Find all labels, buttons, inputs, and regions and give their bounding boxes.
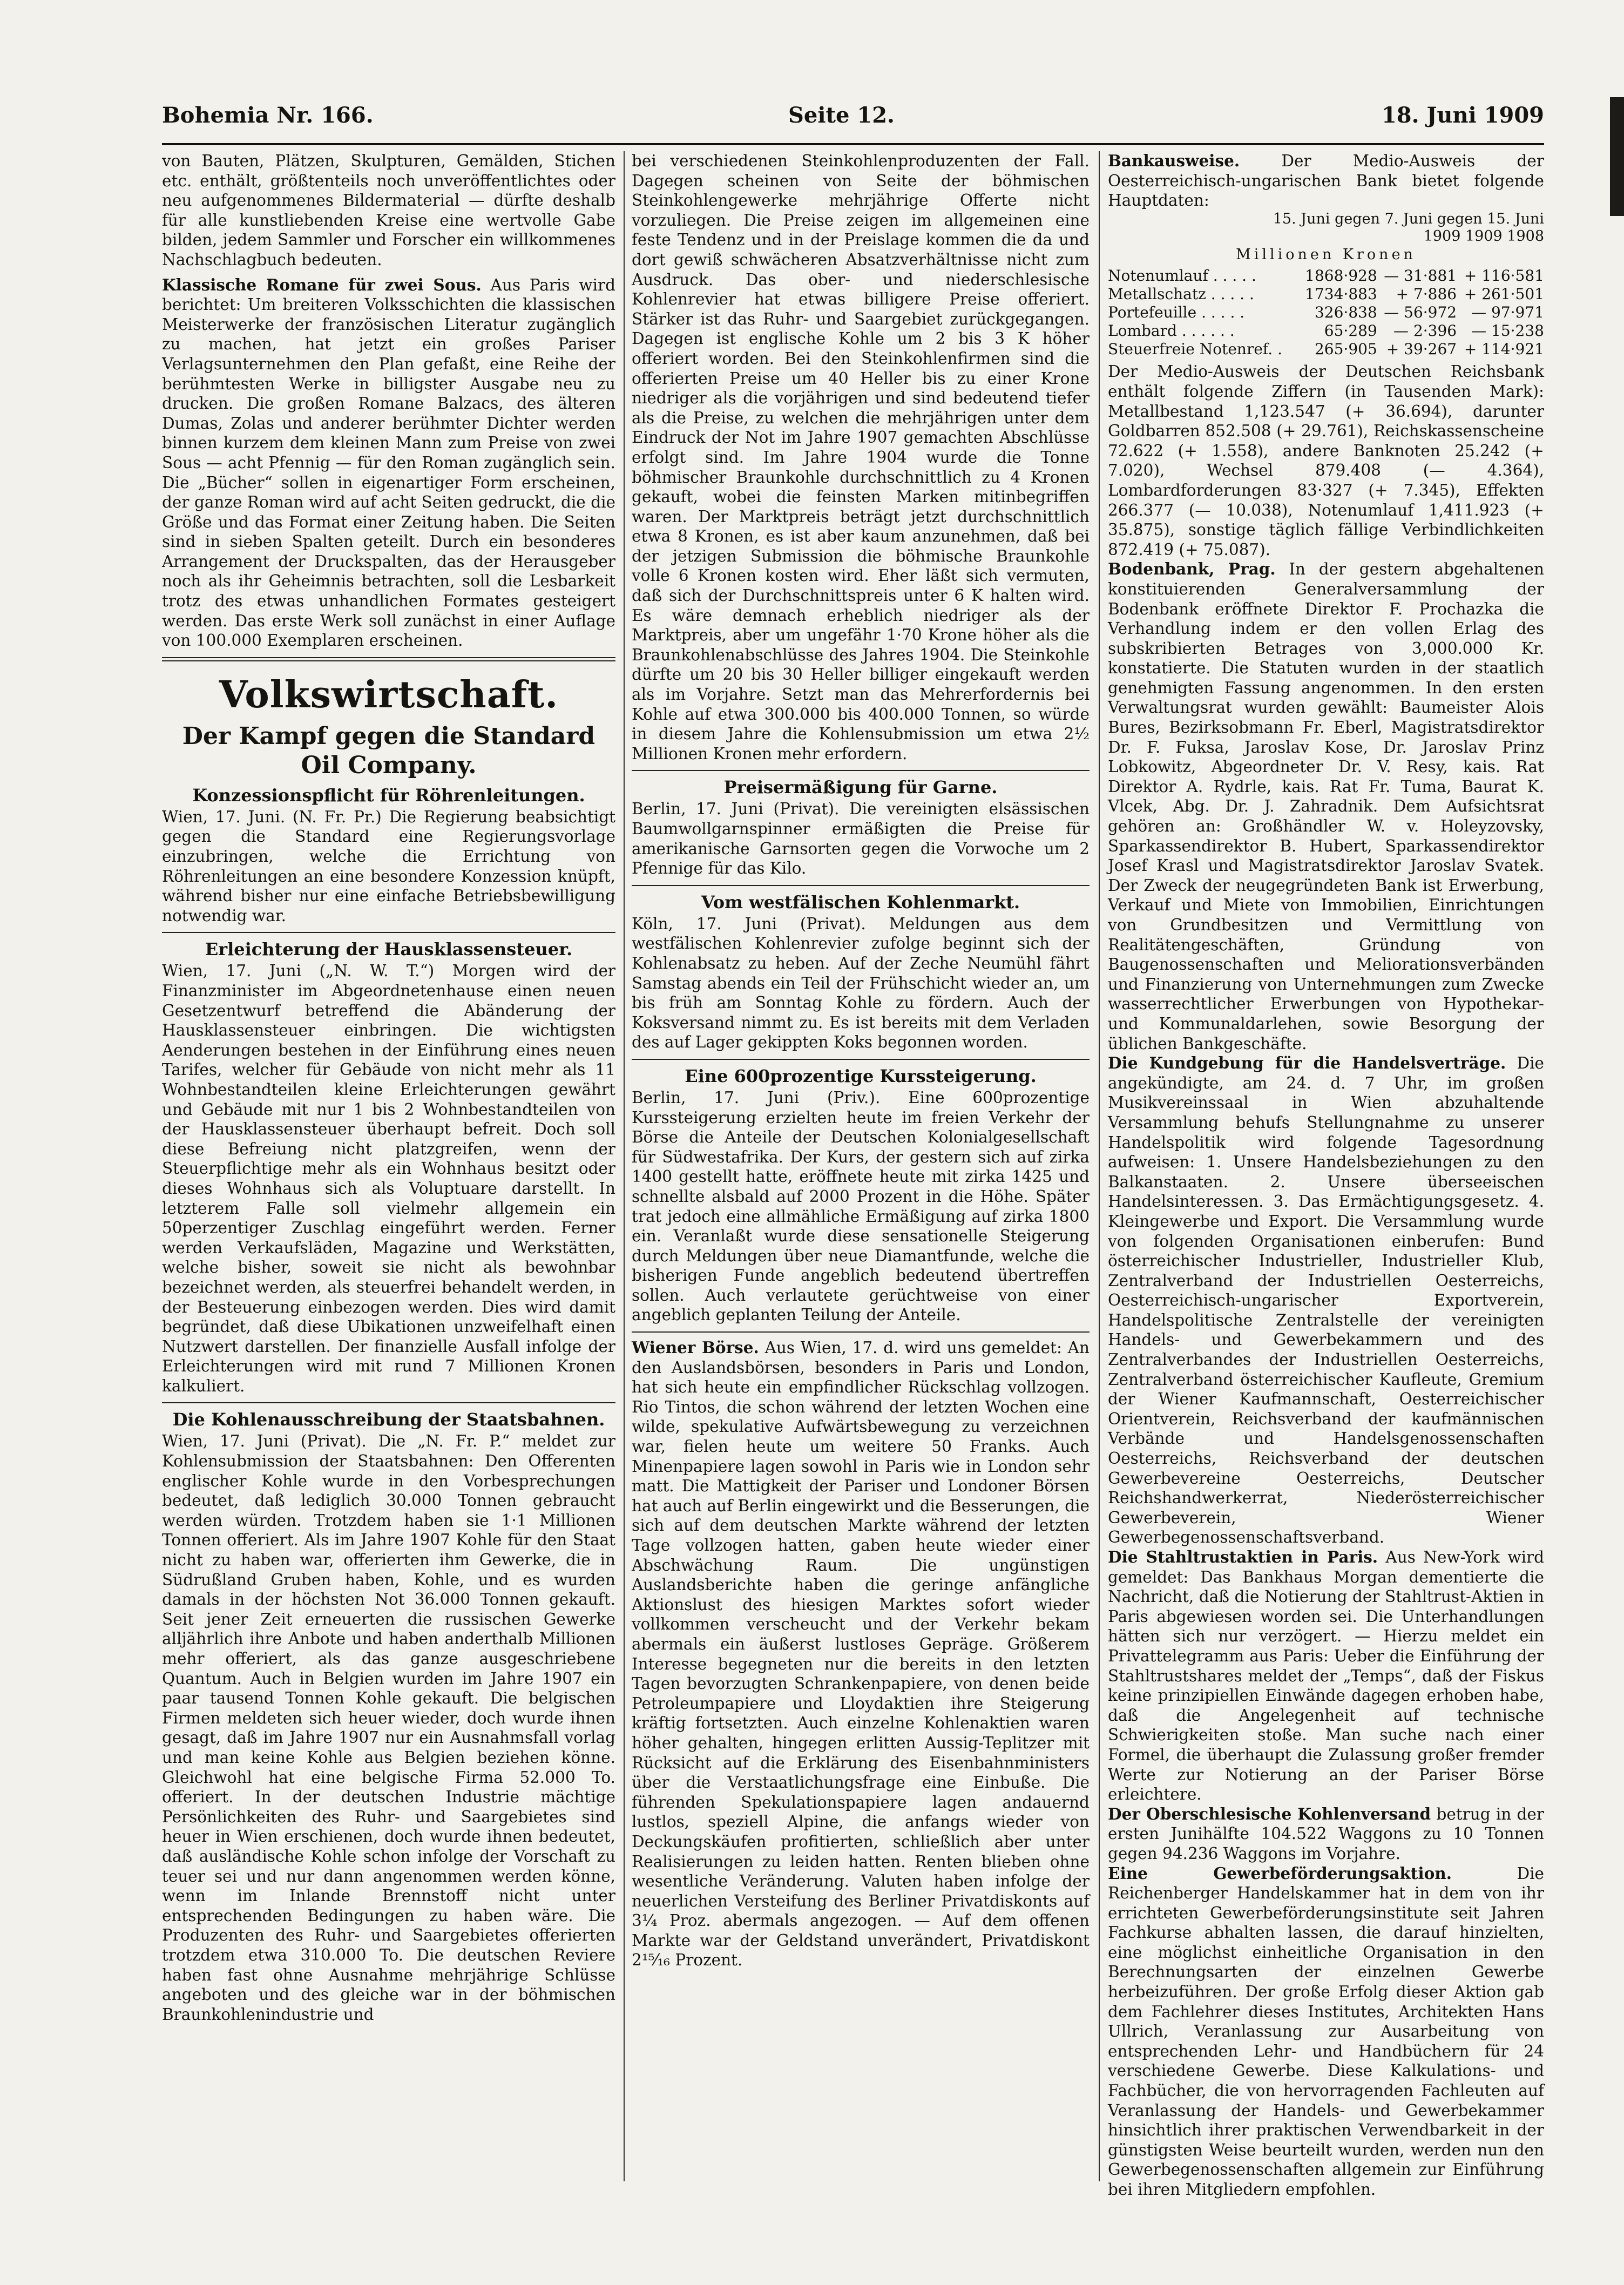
article-text: Berlin, 17. Juni (Priv.). Eine 600prozentige Kurssteigerung erzielten heute im freien Verkehr der Börse die Anteile der Deutschen Kolonialgesellschaft für Südwestafrika. Der Kurs, der gestern sich auf zirka 1400 gestellt hatte, eröffnete heute mit zirka 1425 und schnellte alsbald auf 2000 Prozent in die Höhe. Später trat jedoch eine allmähliche Ermäßigung auf zirka 1800 ein. Veranlaßt wurde diese sensationelle Steigerung durch Meldungen über neue Diamantfunde, welche die bisherigen Funde angeblich bedeutend übertreffen sollen. Auch verlautete gerüchtweise von einer angeblich geplanten Teilung der Anteile.	[632, 1088, 1090, 1324]
table-row	[1108, 340, 1544, 359]
article-text: Der Medio-Ausweis der Deutschen Reichsbank enthält folgende Ziffern (in Tausenden Mark): Metallbestand 1,123.547 (+ 36.694), darunter Goldbarren 852.508 (+ 29.761), Reichskassenscheine 72.622 (+ 1.558), andere Banknoten 25.242 (+ 7.020), Wechsel 879.408 (— 4.364), Lombardforderungen 83·327 (+ 7.345), Effekten 266.377 (— 10.038), Notenumlauf 1,411.923 (+ 35.875), sonstige täglich fällige Verbindlichkeiten 872.419 (+ 75.087).	[1108, 362, 1544, 559]
article-body: Aus Wien, 17. d. wird uns gemeldet: An den Auslandsbörsen, besonders in Paris und London, hat sich heute ein empfindlicher Rückschlag vollzogen. Rio Tintos, die schon während der letzten Wochen eine wilde, spekulative Aufwärtsbewegung zu verzeichnen war, fielen heute um weitere 50 Franks. Auch Minenpapiere lagen sowohl in Paris wie in London sehr matt. Die Mattigkeit der Pariser und Londoner Börsen hat auch auf Berlin eingewirkt und die Besserungen, die sich auf dem deutschen Markte während der letzten Tage vollzogen hatten, gaben heute wieder einer Abschwächung Raum. Die ungünstigen Auslandsberichte haben die geringe anfängliche Aktionslust des hiesigen Marktes sofort wieder vollkommen verscheucht und der Verkehr bekam abermals ein äußerst lustloses Gepräge. Größerem Interesse begegneten nur die bereits in den letzten Tagen bevorzugten Schrankenpapiere, von denen beide Petroleumpapiere und Lloydaktien ihre Steigerung kräftig fortsetzten. Auch einzelne Kohlenaktien waren höher gehalten, hingegen erlitten Aussig-Teplitzer mit Rücksicht auf die Erklärung des Eisenbahnministers über die Verstaatlichungsfrage eine Einbuße. Die führenden Spekulationspapiere lagen andauernd lustlos, speziell Alpine, die anfangs wieder von Deckungskäufen profitierten, schließlich aber unter Realisierungen zu leiden hatten. Renten blieben ohne wesentliche Veränderung. Valuten haben infolge der neuerlichen Versteifung des Berliner Privatdiskonts auf 3¼ Proz. abermals angezogen. — Auf dem offenen Markte war der Geldstand unverändert, Privatdiskont 2¹⁵⁄₁₆ Prozent.	[632, 1338, 1090, 1970]
article-text: Wien, 17. Juni („N. W. T.“) Morgen wird der Finanzminister im Abgeordnetenhause einen neuen Gesetzentwurf betreffend die Abänderung der Hausklassensteuer einbringen. Die wichtigsten Aenderungen bestehen in der Einführung eines neuen Tarifes, welcher für Gebäude von nicht mehr als 11 Wohnbestandteilen kleine Erleichterungen gewährt und Gebäude mit nur 1 bis 2 Wohnbestandteilen von der Hausklassensteuer überhaupt befreit. Doch soll diese Befreiung nicht platzgreifen, wenn der Steuerpflichtige mehr als ein Wohnhaus besitzt oder dieses Wohnhaus sich als Voluptuare darstellt. In letzterem Falle soll vielmehr allgemein ein 50perzentiger Zuschlag eingeführt werden. Ferner werden Verkaufsläden, Magazine und Werkstätten, welche bisher, soweit sie nicht als bewohnbar bezeichnet werden, als steuerfrei behandelt werden, in der Besteuerung einbezogen werden. Dies wird damit begründet, daß diese Ubikationen unzweifelhaft einen Nutzwert darstellen. Der finanzielle Ausfall infolge der Erleichterungen wird mit rund 7 Millionen Kronen kalkuliert.	[162, 962, 615, 1395]
article-text: Wien, 17. Juni. (N. Fr. Pr.) Die Regierung beabsichtigt gegen die Standard eine Regierungsvorlage einzubringen, welche die Errichtung von Röhrenleitungen an eine besondere Konzession knüpft, während bisher nur eine einfache Betriebsbewilligung notwendig war.	[162, 807, 615, 925]
article-lead: Bankausweise.	[1108, 151, 1240, 170]
article-text	[632, 1338, 1090, 1970]
article-lead: Eine Gewerbeförderungsaktion.	[1108, 1863, 1452, 1883]
article-body: Die Reichenberger Handelskammer hat in dem von ihr errichteten Gewerbeförderungsinstitute seit Jahren Fachkurse abhalten lassen, die darauf hinzielten, eine möglichst einheitliche Organisation in den Berechnungsarten der einzelnen Gewerbe herbeizuführen. Der große Erfolg dieser Aktion gab dem Fachlehrer dieses Institutes, Architekten Hans Ullrich, Veranlassung zur Ausarbeitung von entsprechenden Lehr- und Handbüchern für 24 verschiedene Gewerbe. Diese Kalkulations- und Fachbücher, die von hervorragenden Fachleuten auf Veranlassung der Handels- und Gewerbekammer hinsichtlich ihrer praktischen Verwendbarkeit in der günstigsten Weise beurteilt wurden, werden nun den Gewerbegenossenschaften allgemein zur Einführung bei ihren Mitgliedern empfohlen.	[1108, 1864, 1544, 2199]
section-title: Volkswirtschaft.	[219, 673, 559, 716]
article-rule	[632, 885, 1090, 886]
cell-value: — 56·972	[1384, 303, 1457, 322]
article-rule	[632, 1331, 1090, 1333]
article-lead: Der Oberschlesische Kohlenversand	[1108, 1804, 1431, 1823]
table-row	[1108, 285, 1544, 303]
scan-edge	[1610, 97, 1624, 216]
article-rule	[632, 770, 1090, 771]
table-row	[1108, 303, 1544, 322]
row-label: Metallschatz . . . . .	[1108, 285, 1254, 303]
article-rule	[162, 1402, 615, 1403]
cell-value: — 2·396	[1393, 322, 1457, 340]
cell-value: — 31·881	[1384, 267, 1457, 285]
article-text	[162, 275, 615, 651]
article-body: Die angekündigte, am 24. d. 7 Uhr, im großen Musikvereinssaal in Wien abzuhaltende Versammlung behufs Stellungnahme zu unserer Handelspolitik wird folgende Tagesordnung aufweisen: 1. Unsere Handelsbeziehungen zu den Balkanstaaten. 2. Unsere überseeischen Handelsinteressen. 3. Das Ermächtigungsgesetz. 4. Kleingewerbe und Export. Die Versammlung wurde von folgenden Organisationen einberufen: Bund österreichischer Industrieller, Industrieller Klub, Zentralverband der Industriellen Oesterreichs, Oesterreichisch-ungarischer Exportverein, Handelspolitische Zentralstelle der vereinigten Handels- und Gewerbekammern und des Zentralverbandes der Industriellen Oesterreichs, Zentralverband österreichischer Kaufleute, Gremium der Wiener Kaufmannschaft, Oesterreichischer Orientverein, Reichsverband der kaufmännischen Verbände und Handelsgenossenschaften Oesterreichs, Reichsverband der deutschen Gewerbevereine Oesterreichs, Deutscher Reichshandwerkerrat, Niederösterreichischer Gewerbeverein, Wiener Gewerbegenossenschaftsverband.	[1108, 1054, 1544, 1547]
column-divider-1	[624, 151, 625, 2181]
article-text: Wien, 17. Juni (Privat). Die „N. Fr. P.“ meldet zur Kohlensubmission der Staatsbahnen: Den Offerenten englischer Kohle wurde in den Vorbesprechungen bedeutet, daß lediglich 30.000 Tonnen gebraucht werden würden. Trotzdem haben sie 1·1 Millionen Tonnen offeriert. Als im Jahre 1907 Kohle für den Staat nicht zu haben war, offerierten ihm Gewerke, die in Südrußland Gruben haben, Kohle, und es wurden damals in der höchsten Not 36.000 Tonnen gekauft. Seit jener Zeit erneuerten die russischen Gewerke alljährlich ihre Anbote und haben anderthalb Millionen mehr offeriert, als das ganze ausgeschriebene Quantum. Auch in Belgien wurden im Jahre 1907 ein paar tausend Tonnen Kohle gekauft. Die belgischen Firmen meldeten sich heuer wieder, doch wurde ihnen gesagt, daß im Jahre 1907 nur ein Ausnahmsfall vorlag und man keine Kohle aus Belgien beziehen könne. Gleichwohl hat eine belgische Firma 52.000 To. offeriert. In der deutschen Industrie mächtige Persönlichkeiten des Ruhr- und Saargebietes sind heuer in Wien erschienen, doch wurde ihnen bedeutet, daß ausländische Kohle schon infolge der Vorschaft zu teuer sei und nur dann angenommen werden könne, wenn im Inlande Brennstoff nicht unter entsprechenden Bedingungen zu haben wäre. Die Produzenten des Ruhr- und Saargebietes offerierten trotzdem etwa 310.000 To. Die deutschen Reviere haben fast ohne Ausnahme mehrjährige Schlüsse angeboten und des gleiche war in der böhmischen Braunkohlenindustrie und	[162, 1432, 615, 2024]
article-text	[1108, 1804, 1544, 1864]
bank-table	[1108, 267, 1544, 359]
cell-value: + 114·921	[1464, 340, 1544, 359]
cell-value: + 116·581	[1464, 267, 1544, 285]
article-body: Aus New-York wird gemeldet: Das Bankhaus Morgan dementierte die Nachricht, daß die Notierung der Stahltrust-Aktien in Paris abgewiesen worden sei. Die Unterhandlungen hätten sich nur verzögert. — Hierzu meldet ein Privattelegramm aus Paris: Ueber die Einführung der Stahltrustshares meldet der „Temps“, daß der Fiskus keine prinzipiellen Einwände dagegen erhoben habe, daß die Angelegenheit auf technische Schwierigkeiten stoße. Man suche nach einer Formel, die überhaupt die Zulassung großer fremder Werte zur Notierung an der Pariser Börse erleichtere.	[1108, 1548, 1544, 1804]
table-row	[1108, 267, 1544, 285]
cell-value: + 39·267	[1386, 340, 1457, 359]
article-headline: Eine 600prozentige Kurssteigerung.	[685, 1065, 1037, 1086]
cell-value: — 15·238	[1471, 322, 1544, 340]
cell-value: 265·905	[1314, 340, 1377, 359]
article-text: Köln, 17. Juni (Privat). Meldungen aus dem westfälischen Kohlenrevier zufolge beginnt sich der Kohlenabsatz zu heben. Auf der Zeche Neumühl fährt Samstag abends ein Teil der Frühschicht wieder an, um bis früh am Sonntag Kohle zu fördern. Auch der Koksversand nimmt zu. Es ist bereits mit dem Verladen des auf Lager gekippten Koks begonnen worden.	[632, 914, 1090, 1052]
article-lead: Bodenbank, Prag.	[1108, 559, 1276, 579]
row-label: Portefeuille . . . . .	[1108, 303, 1245, 322]
row-label: Notenumlauf . . . . .	[1108, 267, 1256, 285]
cell-value: 1734·883	[1305, 285, 1377, 303]
cell-value: 1868·928	[1305, 267, 1377, 285]
article-lead: Klassische Romane für zwei Sous.	[162, 275, 482, 294]
table-header-years: 1909 1909 1908	[1423, 227, 1544, 245]
cell-value: — 97·971	[1471, 303, 1544, 322]
header-page-number: Seite 12.	[788, 103, 895, 128]
cell-value: 65·289	[1324, 322, 1377, 340]
article-text: bei verschiedenen Steinkohlenproduzenten der Fall. Dagegen scheinen von Seite der böhmischen Steinkohlengewerke mehrjährige Offerte nicht vorzuliegen. Die Preise zeigen im allgemeinen eine feste Tendenz und in der Preislage kommen die da und dort gewiß schwächeren Absatzverhältnisse nicht zum Ausdruck. Das ober- und niederschlesische Kohlenrevier hat etwas billigere Preise offeriert. Stärker ist das Ruhr- und Saargebiet zurückgegangen. Dagegen ist englische Kohle um 2 bis 3 K höher offeriert worden. Bei den Steinkohlenfirmen sind die offerierten Preise um 40 Heller bis zu einer Krone niedriger als die vorjährigen und sind bedeutend tiefer als die Preise, zu welchen die mehrjährigen unter dem Eindruck der Not im Jahre 1907 gemachten Abschlüsse erfolgt sind. Im Jahre 1904 wurde die Tonne böhmischer Braunkohle durchschnittlich zu 4 Kronen gekauft, wobei die feinsten Marken mitinbegriffen waren. Der Marktpreis beträgt jetzt durchschnittlich etwa 8 Kronen, es ist aber kaum anzunehmen, daß bei der jetzigen Submission die böhmische Braunkohle volle 6 Kronen kosten wird. Eher läßt sich vermuten, daß sich der Durchschnittspreis unter 6 K halten wird. Es wäre demnach erheblich niedriger als der Marktpreis, aber um ungefähr 1·70 Krone höher als die Braunkohlenabschlüsse des Jahres 1904. Die Steinkohle dürfte um 20 bis 30 Heller billiger eingekauft werden als im Vorjahre. Setzt man das Mehrerfordernis bei Kohle auf etwa 300.000 bis 400.000 Tonnen, so würde in diesem Jahre die Kohlensubmission um etwa 2½ Millionen Kronen mehr erfordern.	[632, 152, 1090, 763]
article-headline: Erleichterung der Hausklassensteuer.	[205, 939, 573, 960]
article-text	[1108, 1547, 1544, 1804]
column-3	[1108, 151, 1544, 2200]
article-text: von Bauten, Plätzen, Skulpturen, Gemälden, Stichen etc. enthält, größtenteils noch unveröffentlichtes oder neu aufgenommenes Bildermaterial — dürfte deshalb für alle kunstliebenden Kreise eine wertvolle Gabe bilden, jedem Sammler und Forscher ein willkommenes Nachschlagbuch bedeuten.	[162, 152, 615, 269]
article-text: Berlin, 17. Juni (Privat). Die vereinigten elsässischen Baumwollgarnspinner ermäßigten die Preise für amerikanische Garnsorten gegen die Vorwoche um 2 Pfennige für das Kilo.	[632, 800, 1090, 878]
article-lead: Die Stahltrustaktien in Paris.	[1108, 1547, 1378, 1566]
table-row	[1108, 322, 1544, 340]
article-body: In der gestern abgehaltenen konstituierenden Generalversammlung der Bodenbank eröffnete Direktor F. Prochazka die Verhandlung indem er den vollen Erlag des subskribierten Betrages von 3,000.000 Kr. konstatierte. Die Statuten wurden in der staatlich genehmigten Fassung angenommen. In den ersten Verwaltungsrat wurden gewählt: Baumeister Alois Bures, Bezirksobmann Fr. Eberl, Magistratsdirektor Dr. F. Fuksa, Jaroslav Kose, Dr. Jaroslav Prinz Lobkowitz, Abgeordneter Dr. V. Resy, kais. Rat Direktor A. Rydrle, kais. Rat Fr. Tuma, Baurat K. Vlcek, Abg. Dr. J. Zahradnik. Dem Aufsichtsrat gehören an: Großhändler W. v. Holeyzovsky, Sparkassendirektor B. Hubert, Sparkassendirektor Josef Krasl und Magistratsdirektor Jaroslav Svatek. Der Zweck der neugegründeten Bank ist Erwerbung, Verkauf und Miete von Immobilien, Einrichtungen von Grundbesitzen und Vermittlung von Realitätengeschäften, Gründung von Baugenossenschaften und Meliorationsverbänden und Finanzierung von Unternehmungen zum Zwecke wasserrechtlicher Erwerbungen von Hypothekar- und Kommunaldarlehen, sowie Besorgung der üblichen Bankgeschäfte.	[1108, 560, 1544, 1053]
header-rule	[162, 143, 1544, 145]
section-rule	[162, 657, 615, 661]
article-headline: Preisermäßigung für Garne.	[723, 777, 998, 798]
article-body: Der Medio-Ausweis der Oesterreichisch-ungarischen Bank bietet folgende Hauptdaten:	[1108, 152, 1544, 210]
table-header: 15. Juni gegen 7. Juni gegen 15. Juni	[1273, 210, 1544, 227]
cell-value: + 7·886	[1396, 285, 1457, 303]
article-rule	[632, 1059, 1090, 1060]
article-headline: Die Kohlenausschreibung der Staatsbahnen.	[172, 1409, 605, 1430]
column-1	[162, 151, 615, 2024]
cell-value: 326·838	[1314, 303, 1377, 322]
column-2	[632, 151, 1090, 1970]
header-issue: Bohemia Nr. 166.	[162, 103, 374, 128]
table-unit: Millionen Kronen	[1236, 246, 1416, 263]
article-headline: Vom westfälischen Kohlenmarkt.	[701, 891, 1020, 912]
row-label: Lombard . . . . . .	[1108, 322, 1235, 340]
article-body: Aus Paris wird berichtet: Um breiteren Volksschichten die klassischen Meisterwerke der französischen Literatur zugänglich zu machen, hat jetzt ein großes Pariser Verlagsunternehmen den Plan gefaßt, eine Reihe der berühmtesten Werke in billigster Ausgabe neu zu drucken. Die großen Romane Balzacs, des älteren Dumas, Zolas und anderer berühmter Dichter werden binnen kurzem dem kleinen Mann zum Preise von zwei Sous — acht Pfennig — für den Roman zugänglich sein. Die „Bücher“ sollen in eigenartiger Form erscheinen, der ganze Roman wird auf acht Seiten gedruckt, die die Größe und das Format einer Zeitung haben. Die Seiten sind in sieben Spalten geteilt. Durch ein besonderes Arrangement der Druckspalten, das der Herausgeber noch als ihr Geheimnis betrachten, soll die Lesbarkeit trotz des etwas unhandlichen Formates gesteigert werden. Das erste Werk soll zunächst in einer Auflage von 100.000 Exemplaren erscheinen.	[162, 275, 615, 650]
article-lead: Die Kundgebung für die Handelsverträge.	[1108, 1053, 1506, 1073]
article-text	[1108, 151, 1544, 211]
article-text	[1108, 1864, 1544, 2200]
column-divider-2	[1099, 151, 1100, 2181]
article-headline: Konzessionspflicht für Röhrenleitungen.	[192, 785, 585, 806]
article-rule	[162, 932, 615, 933]
article-lead: Wiener Börse.	[632, 1338, 759, 1357]
header-date: 18. Juni 1909	[1381, 103, 1544, 128]
article-text	[1108, 1053, 1544, 1547]
row-label: Steuerfreie Notenref. .	[1108, 340, 1282, 359]
page-header	[162, 103, 1544, 135]
cell-value: + 261·501	[1464, 285, 1544, 303]
article-body: betrug in der ersten Junihälfte 104.522 Waggons zu 10 Tonnen gegen 94.236 Waggons im Vorjahre.	[1108, 1804, 1544, 1863]
article-text	[1108, 559, 1544, 1053]
article-headline: Der Kampf gegen die Standard Oil Company.	[182, 722, 596, 779]
